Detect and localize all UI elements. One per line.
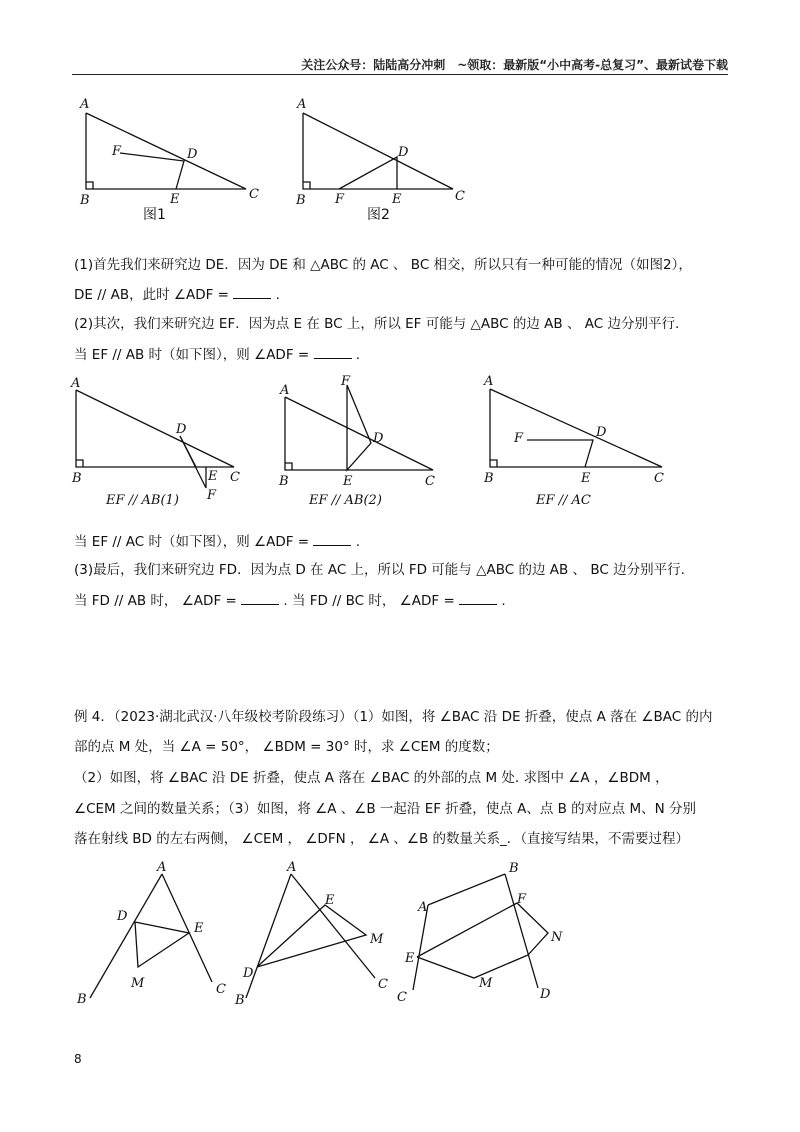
- part1-line2: [74, 284, 280, 305]
- svg-text:E: E: [170, 192, 180, 207]
- svg-text:M: M: [131, 976, 145, 991]
- part2-line2-text: 当 EF // AB 时（如下图），则 ∠ADF =: [74, 347, 310, 363]
- svg-text:B: B: [72, 471, 82, 486]
- svg-text:A: A: [157, 860, 167, 875]
- case1-caption: EF // AB(1): [106, 493, 179, 508]
- svg-text:D: D: [187, 147, 198, 162]
- case2-caption: EF // AB(2): [309, 493, 382, 508]
- svg-text:D: D: [398, 145, 409, 160]
- svg-text:F: F: [207, 488, 217, 503]
- part2-line3-text: 当 EF // AC 时（如下图），则 ∠ADF =: [74, 534, 310, 550]
- svg-text:E: E: [325, 893, 335, 908]
- part1-line2-end: .: [275, 287, 280, 303]
- svg-text:M: M: [370, 932, 384, 947]
- figure-ef-ab-2: [278, 374, 435, 508]
- example4-line4: ∠CEM 之间的数量关系；（3）如图，将 ∠A 、∠B 一起沿 EF 折叠，使点 A、点 B 的对应点 M、N 分别: [74, 801, 696, 817]
- figure-2: [295, 97, 465, 223]
- part2-line3-end: .: [355, 534, 361, 550]
- part3-line2-mid: . 当 FD // BC 时， ∠ADF =: [283, 593, 455, 609]
- svg-text:C: C: [230, 470, 240, 485]
- figure-1: [79, 97, 259, 223]
- svg-text:E: E: [581, 471, 591, 486]
- svg-text:D: D: [243, 966, 254, 981]
- svg-text:F: F: [517, 892, 527, 907]
- answer-blank[interactable]: [314, 344, 352, 359]
- part2-line2: [74, 344, 360, 365]
- part3-line1: (3)最后，我们来研究边 FD．因为点 D 在 AC 上，所以 FD 可能与 △ABC 的边 AB 、 BC 边分别平行.: [74, 562, 685, 578]
- svg-text:A: A: [71, 376, 81, 391]
- part2-line1: (2)其次，我们来研究边 EF．因为点 E 在 BC 上，所以 EF 可能与 △ABC 的边 AB 、 AC 边分别平行.: [74, 316, 680, 332]
- svg-text:D: D: [373, 431, 384, 446]
- svg-text:B: B: [484, 471, 494, 486]
- answer-blank[interactable]: [233, 284, 271, 299]
- fig1-caption: 图1: [143, 207, 166, 223]
- svg-text:C: C: [216, 982, 226, 997]
- example4-figure-2: [234, 860, 388, 1008]
- svg-text:B: B: [509, 861, 519, 876]
- case3-caption: EF // AC: [536, 493, 591, 508]
- svg-text:C: C: [425, 474, 435, 489]
- svg-text:C: C: [654, 471, 664, 486]
- figure-ef-ab-1: [70, 376, 240, 508]
- svg-text:B: B: [77, 992, 87, 1007]
- svg-text:B: B: [279, 474, 289, 489]
- svg-text:C: C: [397, 990, 407, 1005]
- svg-text:C: C: [455, 189, 465, 204]
- example4-line2: 部的点 M 处，当 ∠A = 50°， ∠BDM = 30° 时，求 ∠CEM 的度数；: [74, 739, 499, 755]
- answer-blank[interactable]: [241, 590, 279, 605]
- svg-text:D: D: [176, 422, 187, 437]
- part1-line2-text: DE // AB，此时 ∠ADF =: [74, 287, 229, 303]
- svg-text:A: A: [280, 383, 290, 398]
- svg-text:D: D: [117, 909, 128, 924]
- svg-text:F: F: [335, 192, 345, 207]
- example4-line5: 落在射线 BD 的左右两侧， ∠CEM ， ∠DFN ， ∠A 、∠B 的数量关系_．（直接写结果，不需要过程）: [74, 831, 690, 847]
- svg-text:D: D: [540, 987, 551, 1002]
- svg-text:M: M: [479, 976, 493, 991]
- svg-text:A: A: [297, 97, 307, 112]
- svg-text:F: F: [341, 374, 351, 389]
- part1-line1: (1)首先我们来研究边 DE．因为 DE 和 △ABC 的 AC 、 BC 相交，所以只有一种可能的情况（如图2），: [74, 257, 692, 273]
- svg-text:F: F: [112, 144, 122, 159]
- svg-text:A: A: [418, 900, 428, 915]
- svg-text:A: A: [287, 860, 297, 875]
- svg-text:C: C: [378, 977, 388, 992]
- example4-line1: 例 4．（2023·湖北武汉·八年级校考阶段练习）（1）如图，将 ∠BAC 沿 DE 折叠，使点 A 落在 ∠BAC 的内: [74, 709, 713, 725]
- part3-line2-text: 当 FD // AB 时， ∠ADF =: [74, 593, 237, 609]
- answer-blank[interactable]: [313, 531, 351, 546]
- page-header: 关注公众号：陆陆高分冲刺 ~领取：最新版“小中高考-总复习”、最新试卷下载: [301, 58, 728, 72]
- svg-text:E: E: [343, 474, 353, 489]
- svg-text:B: B: [80, 193, 90, 208]
- svg-text:E: E: [405, 951, 415, 966]
- part3-line2: [74, 590, 506, 611]
- svg-text:B: B: [296, 193, 306, 208]
- example4-line3: （2）如图，将 ∠BAC 沿 DE 折叠，使点 A 落在 ∠BAC 的外部的点 M 处. 求图中 ∠A ，∠BDM ，: [74, 770, 669, 786]
- example4-figure-3: [397, 861, 563, 1005]
- svg-text:E: E: [208, 469, 218, 484]
- svg-text:N: N: [551, 930, 563, 945]
- svg-text:E: E: [392, 192, 402, 207]
- page-number: 8: [74, 1052, 82, 1066]
- answer-blank[interactable]: [459, 590, 497, 605]
- svg-text:A: A: [484, 374, 494, 389]
- part2-line3: [74, 531, 360, 552]
- svg-text:A: A: [80, 97, 90, 112]
- svg-text:F: F: [514, 431, 524, 446]
- svg-text:B: B: [235, 993, 245, 1008]
- fig2-caption: 图2: [367, 207, 390, 223]
- svg-text:E: E: [194, 921, 204, 936]
- part2-line2-end: .: [355, 347, 361, 363]
- part3-line2-end: .: [501, 593, 506, 609]
- figure-ef-ac: [483, 374, 664, 508]
- svg-text:D: D: [596, 425, 607, 440]
- example4-figure-1: [76, 860, 226, 1007]
- svg-text:C: C: [249, 187, 259, 202]
